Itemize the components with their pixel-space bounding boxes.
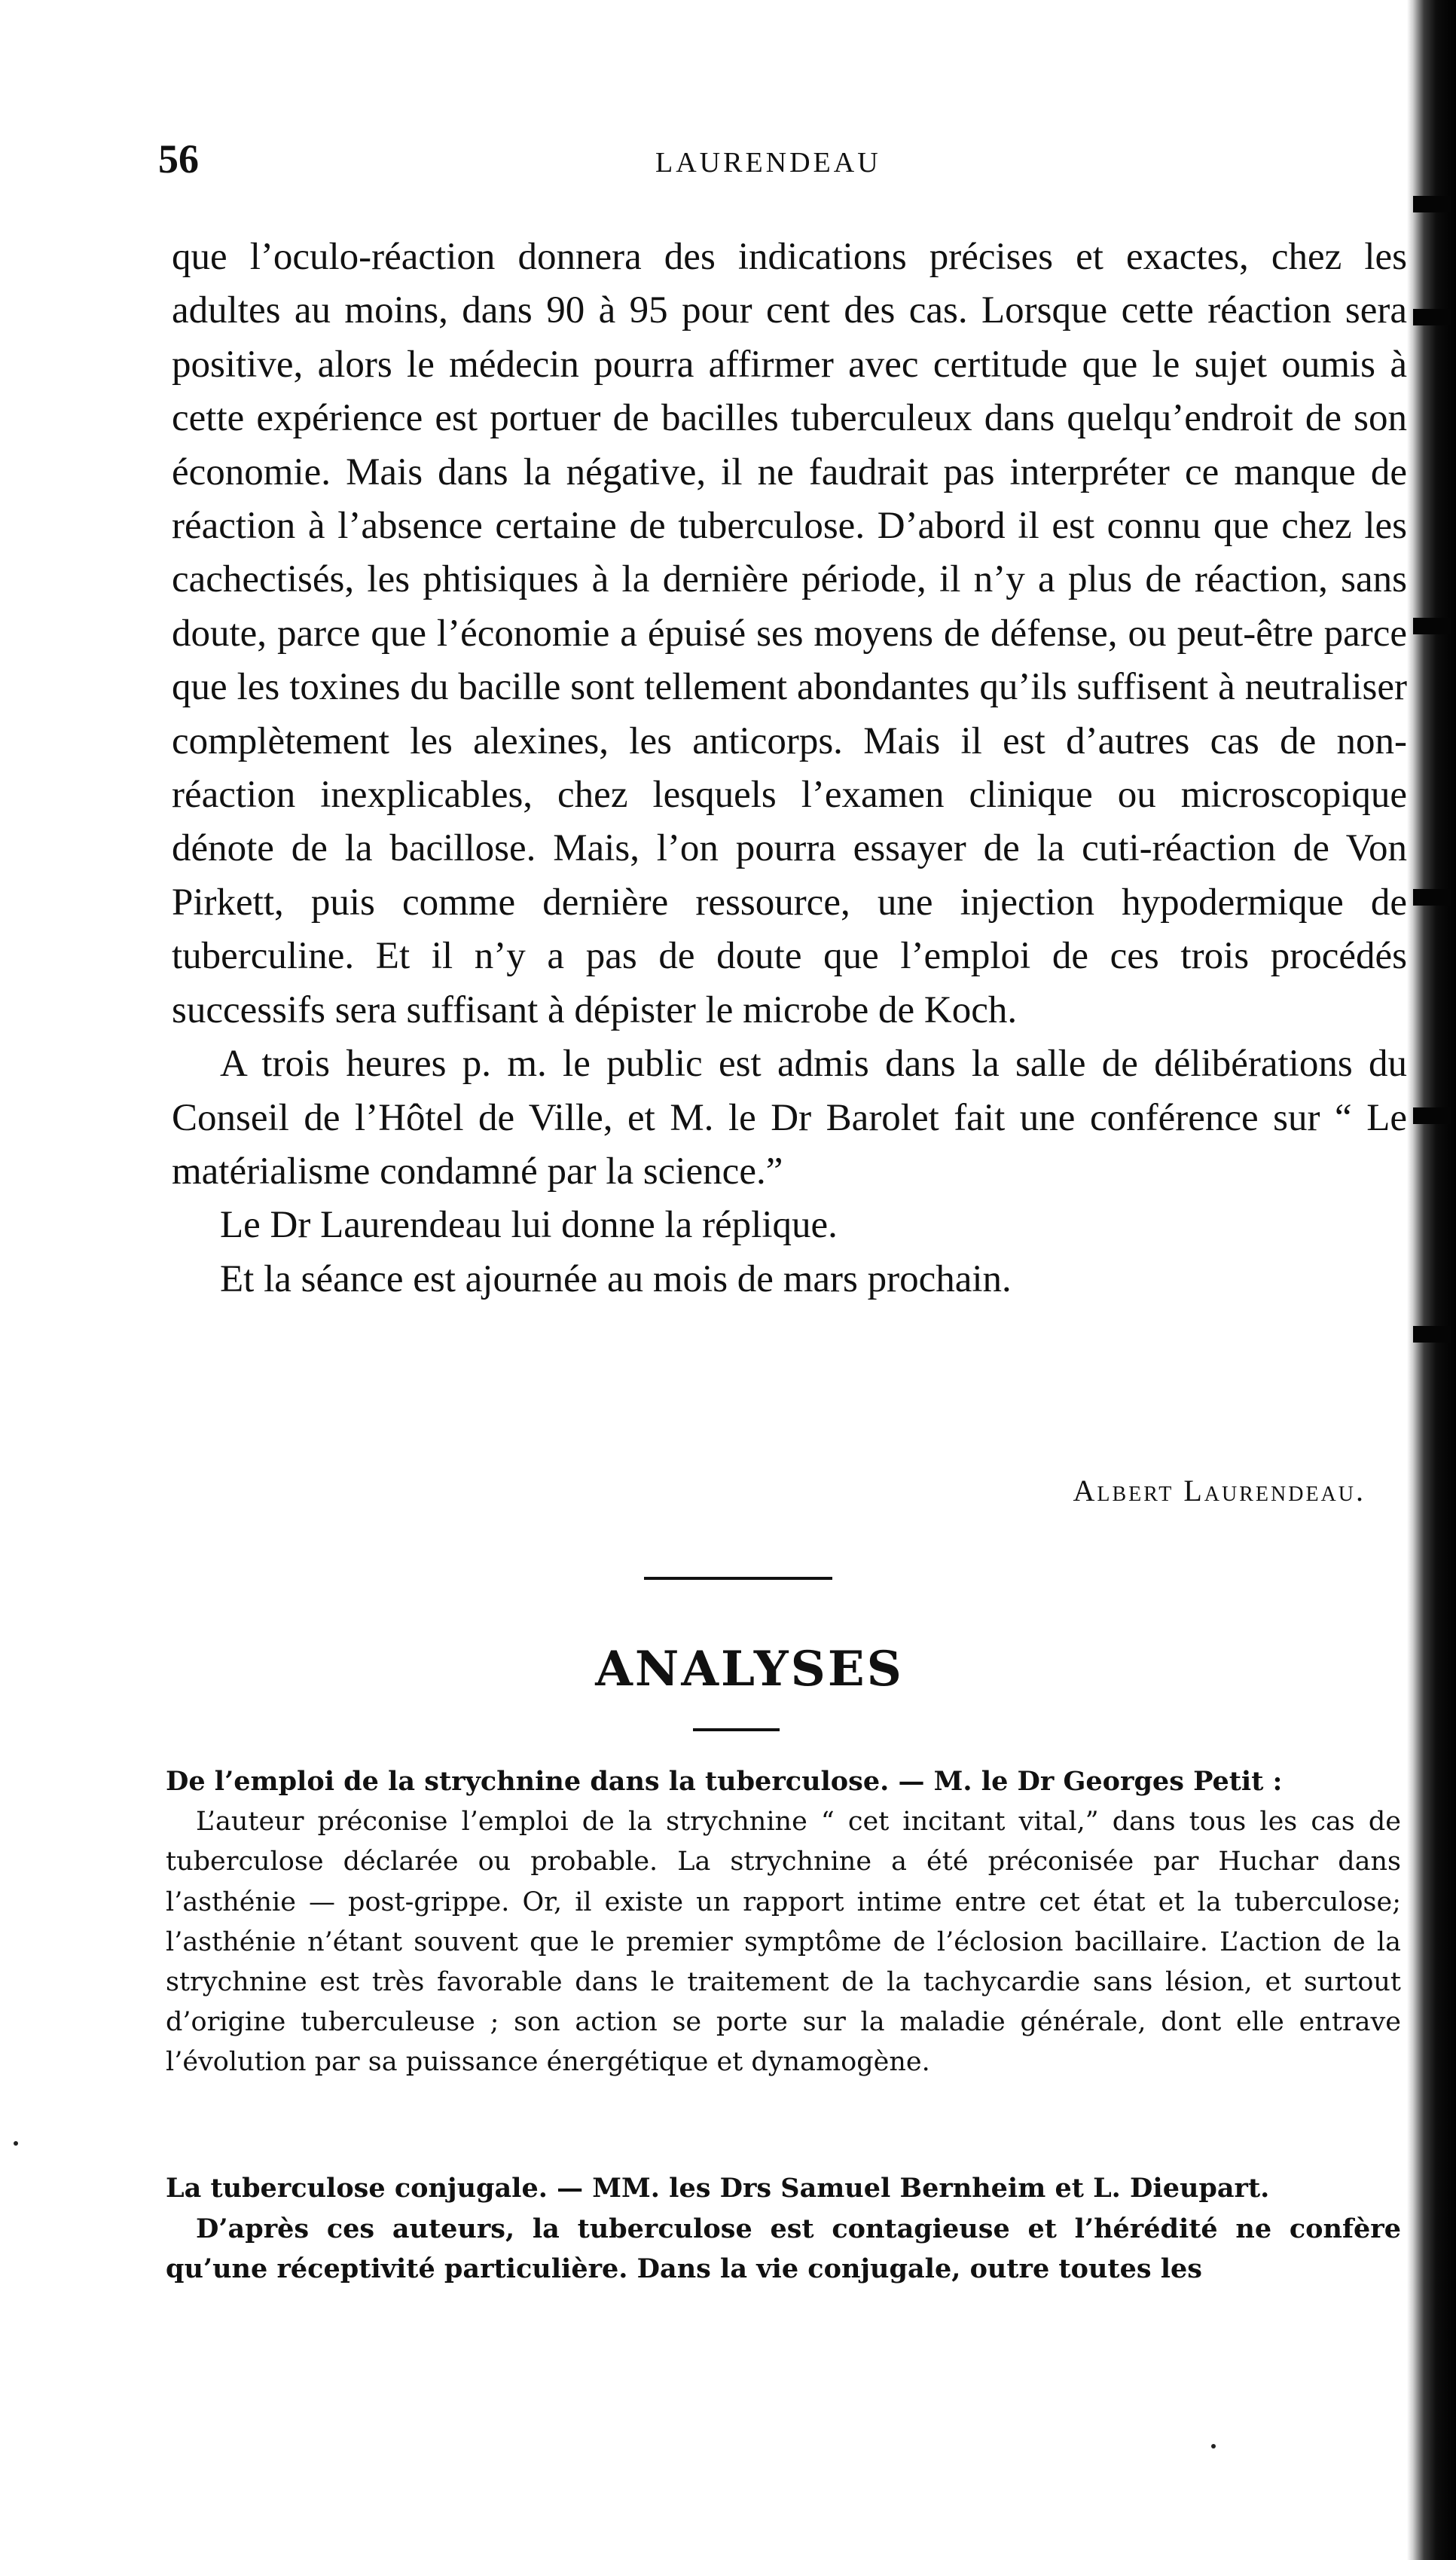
page-number: 56 bbox=[158, 136, 199, 182]
title-underline bbox=[693, 1728, 780, 1731]
section-divider bbox=[644, 1577, 832, 1580]
author-signature: Albert Laurendeau. bbox=[1073, 1474, 1366, 1508]
running-head: LAURENDEAU bbox=[655, 147, 881, 179]
print-speck bbox=[14, 2141, 18, 2146]
analysis-entry bbox=[166, 2168, 1401, 2290]
page-header bbox=[158, 136, 1393, 181]
analysis-text: L’auteur préconise l’emploi de la strychnine “ cet incitant vital,” dans tous les cas de tuberculose déclarée ou probable. La strychnine a été préconisée par Huchar dans l’asthénie — post-grippe. Or, il existe un rapport intime entre cet état et la tuberculose; l’asthénie n’étant souvent que le premier symptôme de l’éclosion bacillaire. L’action de la strychnine est très favorable dans le traitement de la tachycardie sans lésion, et surtout d’origine tuberculeuse ; son action se porte sur la maladie générale, dont elle entrave l’évolution par sa puissance énergétique et dynamogène. bbox=[166, 1807, 1401, 2078]
analysis-heading: De l’emploi de la strychnine dans la tuberculose. — M. le Dr Georges Petit : bbox=[166, 1766, 1283, 1797]
body-paragraph: A trois heures p. m. le public est admis dans la salle de délibérations du Conseil de l’Hôtel de Ville, et M. le Dr Barolet fait une conférence sur “ Le matérialisme condamné par la science.” bbox=[172, 1043, 1407, 1193]
body-paragraph: Et la séance est ajournée au mois de mars prochain. bbox=[220, 1257, 1012, 1300]
analysis-heading: La tuberculose conjugale. — MM. les Drs Samuel Bernheim et L. Dieupart. bbox=[166, 2173, 1270, 2204]
article-body bbox=[172, 231, 1407, 1306]
analysis-entry bbox=[166, 1761, 1401, 2083]
body-paragraph: que l’oculo-réaction donnera des indications précises et exactes, chez les adultes au moins, dans 90 à 95 pour cent des cas. Lorsque cette réaction sera positive, alors le médecin pourra affirmer avec certitude que le sujet oumis à cette expérience est portuer de bacilles tuberculeux dans quelqu’endroit de son économie. Mais dans la négative, il ne faudrait pas interpréter ce manque de réaction à l’absence certaine de tuberculose. D’abord il est connu que chez les cachectisés, les phtisiques à la dernière période, il n’y a plus de réaction, sans doute, parce que l’économie a épuisé ses moyens de défense, ou peut-être parce que les toxines du bacille sont tellement abondantes qu’ils suffisent à neutraliser complètement les alexines, les anticorps. Mais il est d’autres cas de non-réaction inexplicables, chez lesquels l’examen clinique ou microscopique dénote de la bacillose. Mais, l’on pourra essayer de la cuti-réaction de Von Pirkett, puis comme dernière ressource, une injection hypodermique de tuberculine. Et il n’y a pas de doute que l’emploi de ces trois procédés successifs sera suffisant à dépister le microbe de Koch. bbox=[172, 236, 1407, 1031]
body-paragraph: Le Dr Laurendeau lui donne la réplique. bbox=[220, 1204, 838, 1247]
analysis-text: D’après ces auteurs, la tuberculose est contagieuse et l’hérédité ne confère qu’une réceptivité particulière. Dans la vie conjugale, outre toutes les bbox=[166, 2213, 1401, 2285]
page-edge-shadow bbox=[1407, 0, 1456, 2560]
section-title: ANALYSES bbox=[595, 1641, 904, 1697]
print-speck bbox=[1211, 2444, 1216, 2448]
